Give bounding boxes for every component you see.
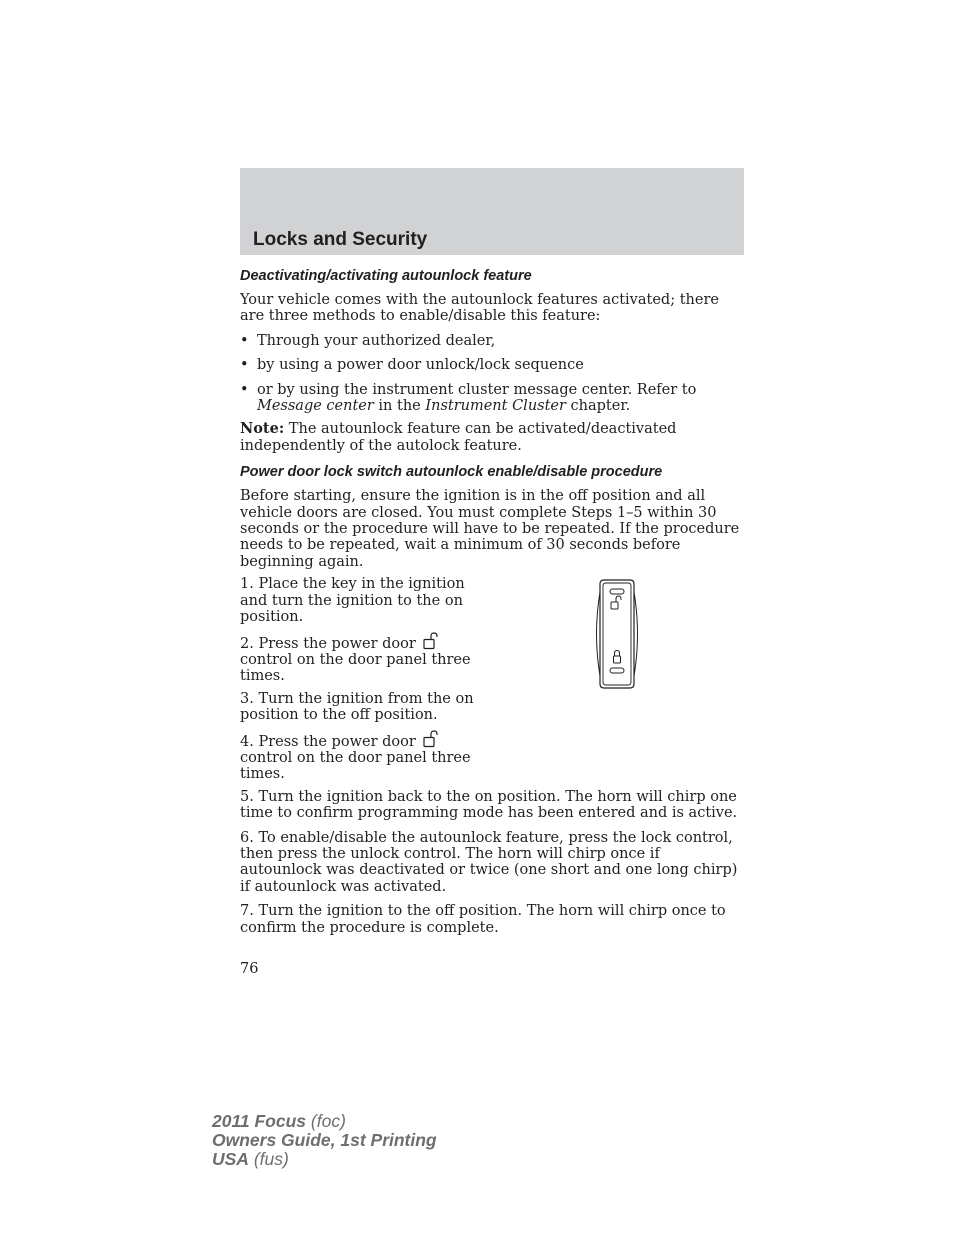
list-item [240, 333, 744, 349]
step-6: 6. To enable/disable the autounlock feature, press the lock control, then press the unlock control. The horn will chirp once if autounlock was deactivated or twice (one short and one long chirp) if autounlock was activated. [240, 829, 738, 895]
footer-line-2 [212, 1131, 437, 1150]
page-number: 76 [240, 961, 259, 977]
step-text: 2. Press the power door [240, 635, 421, 652]
list-item-text: chapter. [565, 398, 631, 415]
footer-market-code: (fus) [248, 1149, 289, 1169]
step-text: control on the door panel three times. [240, 651, 471, 685]
note-label: Note: [240, 420, 285, 438]
footer-guide-edition: Owners Guide, 1st Printing [212, 1130, 437, 1150]
chapter-header-band [240, 168, 744, 255]
note-text: The autounlock feature can be activated/deactivated independently of the autolock feature. [240, 421, 677, 454]
step-5: 5. Turn the ignition back to the on position. The horn will chirp one time to confirm programming mode has been entered and is active. [240, 788, 738, 822]
step-text: control on the door panel three times. [240, 749, 471, 783]
note-paragraph [240, 421, 744, 454]
document-footer [212, 1112, 437, 1169]
step-3: 3. Turn the ignition from the on position to the off position. [240, 690, 474, 724]
list-item-text: in the [373, 398, 426, 415]
footer-model: 2011 Focus [212, 1111, 307, 1131]
list-item [240, 357, 744, 373]
footer-model-code: (foc) [306, 1111, 346, 1131]
unlock-icon [420, 632, 442, 650]
unlock-icon [420, 730, 442, 748]
footer-line-1 [212, 1112, 437, 1131]
step-text: 4. Press the power door [240, 733, 421, 750]
section1-intro: Your vehicle comes with the autounlock features activated; there are three methods to enable/disable this feature: [240, 292, 719, 325]
step-2 [240, 632, 495, 685]
power-door-lock-switch-icon [590, 578, 644, 690]
section2-intro: Before starting, ensure the ignition is in the off position and all vehicle doors are closed. You must complete Steps 1–5 within 30 seconds or the procedure will have to be repeated. If the procedure needs to be repeated, wait a minimum of 30 seconds before beginning again. [240, 488, 740, 570]
steps-left-column [240, 576, 495, 782]
step-7: 7. Turn the ignition to the off position. The horn will chirp once to confirm the procedure is complete. [240, 903, 726, 936]
chapter-title: Locks and Security [253, 229, 428, 250]
steps-continued [240, 789, 744, 936]
list-item-text: Through your authorized dealer, [257, 332, 496, 349]
footer-line-3 [212, 1150, 437, 1169]
cross-reference: Message center [257, 398, 374, 415]
steps-with-figure [240, 576, 744, 782]
methods-list [240, 333, 744, 415]
section-heading-autounlock: Deactivating/activating autounlock feature [240, 268, 532, 284]
step-1: 1. Place the key in the ignition and turn the ignition to the on position. [240, 576, 465, 626]
section-heading-procedure: Power door lock switch autounlock enable/disable procedure [240, 464, 663, 481]
list-item-text: by using a power door unlock/lock sequence [257, 357, 584, 374]
cross-reference: Instrument Cluster [425, 398, 566, 415]
step-4 [240, 730, 495, 783]
page-content [240, 266, 744, 944]
list-item [240, 382, 744, 415]
footer-market: USA [212, 1149, 249, 1169]
list-item-text: or by using the instrument cluster message center. Refer to [257, 381, 697, 398]
